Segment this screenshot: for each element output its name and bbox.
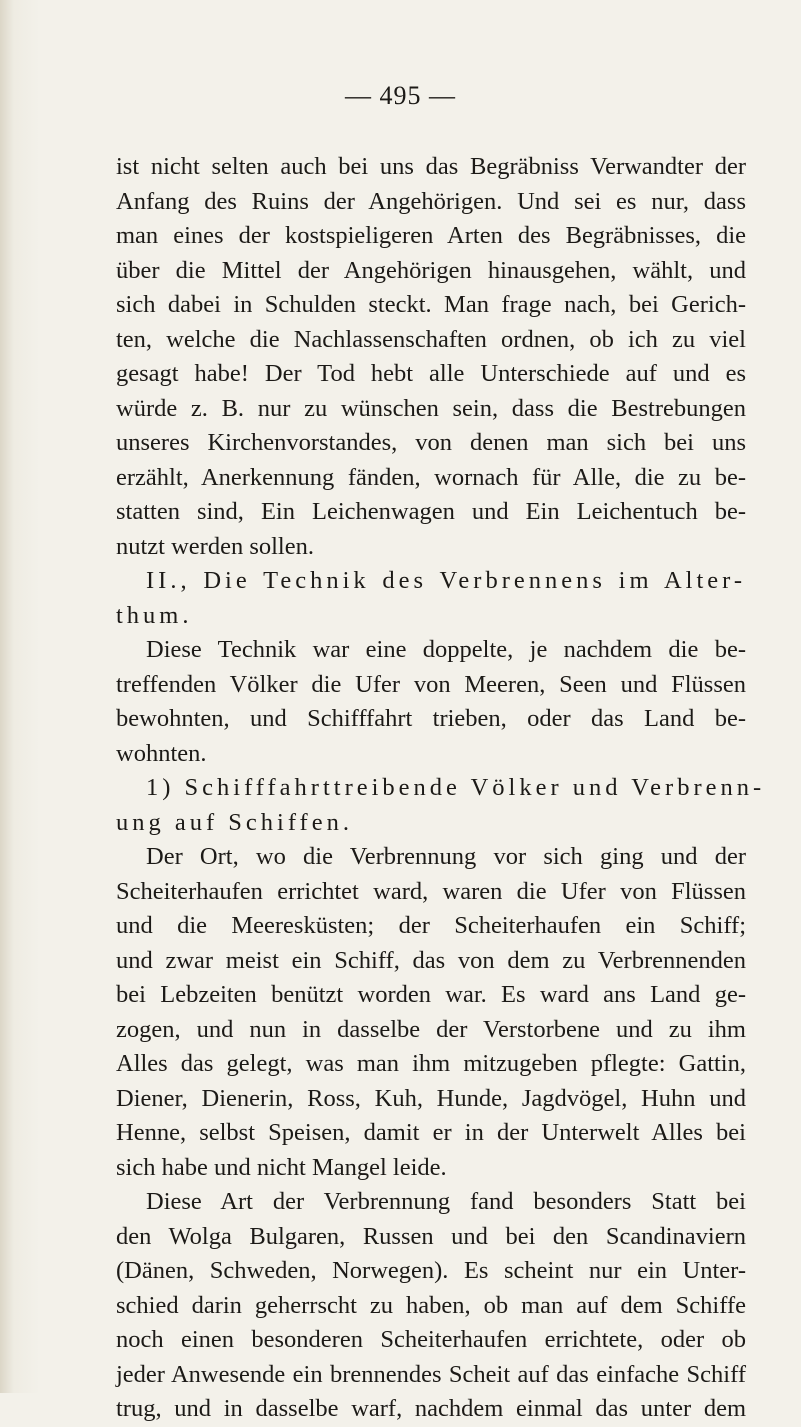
text-line: ten, welche die Nachlassenschaften ordnen, ob ich zu viel [116, 325, 746, 353]
text-line: thum. [116, 601, 193, 629]
text-line: Diener, Dienerin, Ross, Kuh, Hunde, Jagdvögel, Huhn und [116, 1084, 746, 1112]
text-line: zogen, und nun in dasselbe der Verstorbene und zu ihm [116, 1015, 746, 1043]
text-line: gesagt habe! Der Tod hebt alle Unterschiede auf und es [116, 360, 746, 387]
text-line: wohnten. [116, 739, 207, 767]
text-line: nutzt werden sollen. [116, 532, 314, 560]
text-line: bei Lebzeiten benützt worden war. Es ward ans Land ge- [116, 981, 746, 1008]
text-line: sich dabei in Schulden steckt. Man frage nach, bei Gerich- [116, 291, 746, 318]
text-line: man eines der kostspieligeren Arten des Begräbnisses, die [116, 222, 746, 249]
body-text [116, 150, 766, 1427]
text-line: Anfang des Ruins der Angehörigen. Und sei es nur, dass [116, 187, 746, 215]
text-line: 1) Schifffahrttreibende Völker und Verbrenn- [146, 774, 766, 801]
text-line: schied darin geherrscht zu haben, ob man auf dem Schiffe [116, 1291, 746, 1319]
text-line: ist nicht selten auch bei uns das Begräbniss Verwandter der [116, 153, 746, 180]
text-line: über die Mittel der Angehörigen hinausgehen, wählt, und [116, 256, 746, 284]
text-line: treffenden Völker die Ufer von Meeren, Seen und Flüssen [116, 670, 746, 698]
text-line: II., Die Technik des Verbrennens im Alter- [146, 567, 746, 594]
text-line: Der Ort, wo die Verbrennung vor sich ging und der [146, 843, 746, 870]
text-line: unseres Kirchenvorstandes, von denen man sich bei uns [116, 429, 746, 456]
text-line: noch einen besonderen Scheiterhaufen errichtete, oder ob [116, 1326, 746, 1353]
text-line: sich habe und nicht Mangel leide. [116, 1153, 447, 1181]
text-line: bewohnten, und Schifffahrt trieben, oder das Land be- [116, 705, 746, 732]
text-line: statten sind, Ein Leichenwagen und Ein Leichentuch be- [116, 498, 746, 525]
text-line: (Dänen, Schweden, Norwegen). Es scheint nur ein Unter- [116, 1257, 746, 1284]
text-line: trug, und in dasselbe warf, nachdem einmal das unter dem [116, 1395, 746, 1422]
text-line: jeder Anwesende ein brennendes Scheit auf das einfache Schiff [116, 1360, 746, 1388]
text-line: Diese Technik war eine doppelte, je nachdem die be- [146, 636, 746, 663]
text-line: würde z. B. nur zu wünschen sein, dass die Bestrebungen [116, 394, 746, 422]
text-line: Scheiterhaufen errichtet ward, waren die Ufer von Flüssen [116, 877, 746, 905]
text-line: den Wolga Bulgaren, Russen und bei den Scandinaviern [116, 1222, 746, 1250]
text-line: Diese Art der Verbrennung fand besonders Statt bei [146, 1188, 746, 1215]
text-line: Alles das gelegt, was man ihm mitzugeben pflegte: Gattin, [116, 1050, 746, 1077]
text-line: Henne, selbst Speisen, damit er in der Unterwelt Alles bei [116, 1119, 746, 1146]
text-line: ung auf Schiffen. [116, 808, 353, 836]
text-line: erzählt, Anerkennung fänden, wornach für Alle, die zu be- [116, 463, 746, 491]
page-number: — 495 — [345, 81, 456, 110]
text-line: und zwar meist ein Schiff, das von dem zu Verbrennenden [116, 946, 746, 974]
text-line: und die Meeresküsten; der Scheiterhaufen ein Schiff; [116, 912, 746, 939]
